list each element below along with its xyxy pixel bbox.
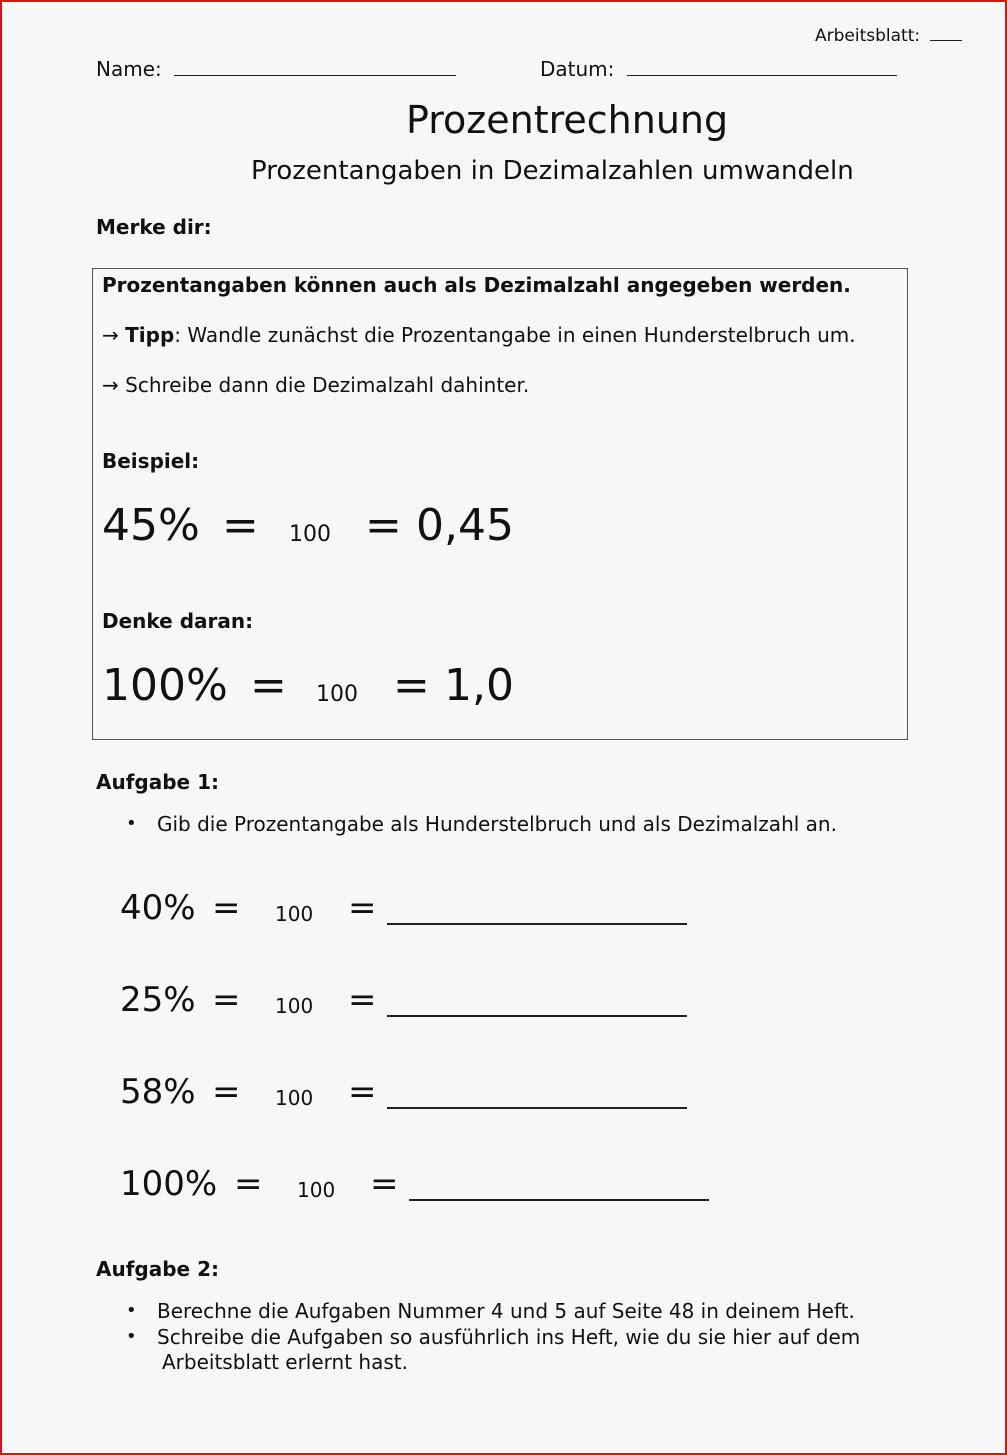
task2-item-2: Schreibe die Aufgaben so ausführlich ins Heft, wie du sie hier auf dem: [157, 1325, 861, 1349]
rule-statement: Prozentangaben können auch als Dezimalzahl angegeben werden.: [102, 273, 851, 297]
task2-item-1: Berechne die Aufgaben Nummer 4 und 5 auf Seite 48 in deinem Heft.: [157, 1299, 855, 1323]
example-heading: Beispiel:: [102, 449, 200, 473]
remember-equals-1: =: [250, 660, 287, 711]
worksheet-number-line[interactable]: [930, 40, 962, 41]
date-field: [540, 57, 897, 81]
task1-row-4-answer-line[interactable]: [409, 1199, 709, 1201]
example-equals-1: =: [222, 500, 259, 551]
bullet-icon: •: [126, 1326, 137, 1347]
example-equals-2: =: [365, 500, 402, 551]
worksheet-label: Arbeitsblatt:: [815, 26, 921, 46]
remember-result: 1,0: [444, 660, 514, 711]
arrow-icon: →: [102, 373, 119, 397]
task1-row-1-equals-2: =: [348, 888, 377, 928]
task1-row-1-percent: 40%: [120, 888, 196, 928]
arrow-icon: →: [102, 323, 119, 347]
task1-row-1-denominator: 100: [275, 902, 314, 926]
task1-row-3-equals-2: =: [348, 1072, 377, 1112]
bullet-icon: •: [126, 1300, 137, 1321]
task1-heading: Aufgabe 1:: [96, 770, 219, 794]
task1-row-2-equals: =: [212, 980, 241, 1020]
remember-heading: Denke daran:: [102, 609, 254, 633]
task1-row-4-equals-2: =: [370, 1164, 399, 1204]
task1-row-3-percent: 58%: [120, 1072, 196, 1112]
name-field: [96, 57, 456, 81]
tip-label: Tipp: [125, 323, 175, 347]
task1-row-2-denominator: 100: [275, 994, 314, 1018]
merke-heading: Merke dir:: [96, 215, 212, 239]
task1-row-3-answer-line[interactable]: [387, 1107, 687, 1109]
remember-equals-2: =: [393, 660, 430, 711]
task1-row-3-denominator: 100: [275, 1086, 314, 1110]
task1-row-4-equals: =: [234, 1164, 263, 1204]
example-denominator: 100: [289, 522, 331, 547]
name-line[interactable]: [174, 75, 456, 76]
step2-text: Schreibe dann die Dezimalzahl dahinter.: [125, 373, 530, 397]
task1-row-4-percent: 100%: [120, 1164, 218, 1204]
example-percent: 45%: [102, 500, 200, 551]
task2-item-2-cont: Arbeitsblatt erlernt hast.: [162, 1350, 408, 1374]
task1-instruction: Gib die Prozentangabe als Hunderstelbruch und als Dezimalzahl an.: [157, 812, 837, 836]
tip-line: [102, 323, 856, 347]
bullet-icon: •: [126, 813, 137, 834]
step2-line: [102, 373, 529, 397]
task1-row-1-equals: =: [212, 888, 241, 928]
worksheet-number: [815, 26, 962, 46]
example-result: 0,45: [416, 500, 514, 551]
task1-row-2-answer-line[interactable]: [387, 1015, 687, 1017]
task1-row-1-answer-line[interactable]: [387, 923, 687, 925]
remember-percent: 100%: [102, 660, 228, 711]
remember-denominator: 100: [316, 682, 358, 707]
task2-heading: Aufgabe 2:: [96, 1257, 219, 1281]
date-line[interactable]: [627, 75, 897, 76]
date-label: Datum:: [540, 57, 615, 81]
name-label: Name:: [96, 57, 162, 81]
task1-row-2-percent: 25%: [120, 980, 196, 1020]
tip-text: : Wandle zunächst die Prozentangabe in einen Hunderstelbruch um.: [174, 323, 856, 347]
task1-row-4-denominator: 100: [297, 1178, 336, 1202]
page-subtitle: Prozentangaben in Dezimalzahlen umwandeln: [251, 156, 854, 186]
task1-row-3-equals: =: [212, 1072, 241, 1112]
page-title: Prozentrechnung: [406, 98, 729, 142]
task1-row-2-equals-2: =: [348, 980, 377, 1020]
